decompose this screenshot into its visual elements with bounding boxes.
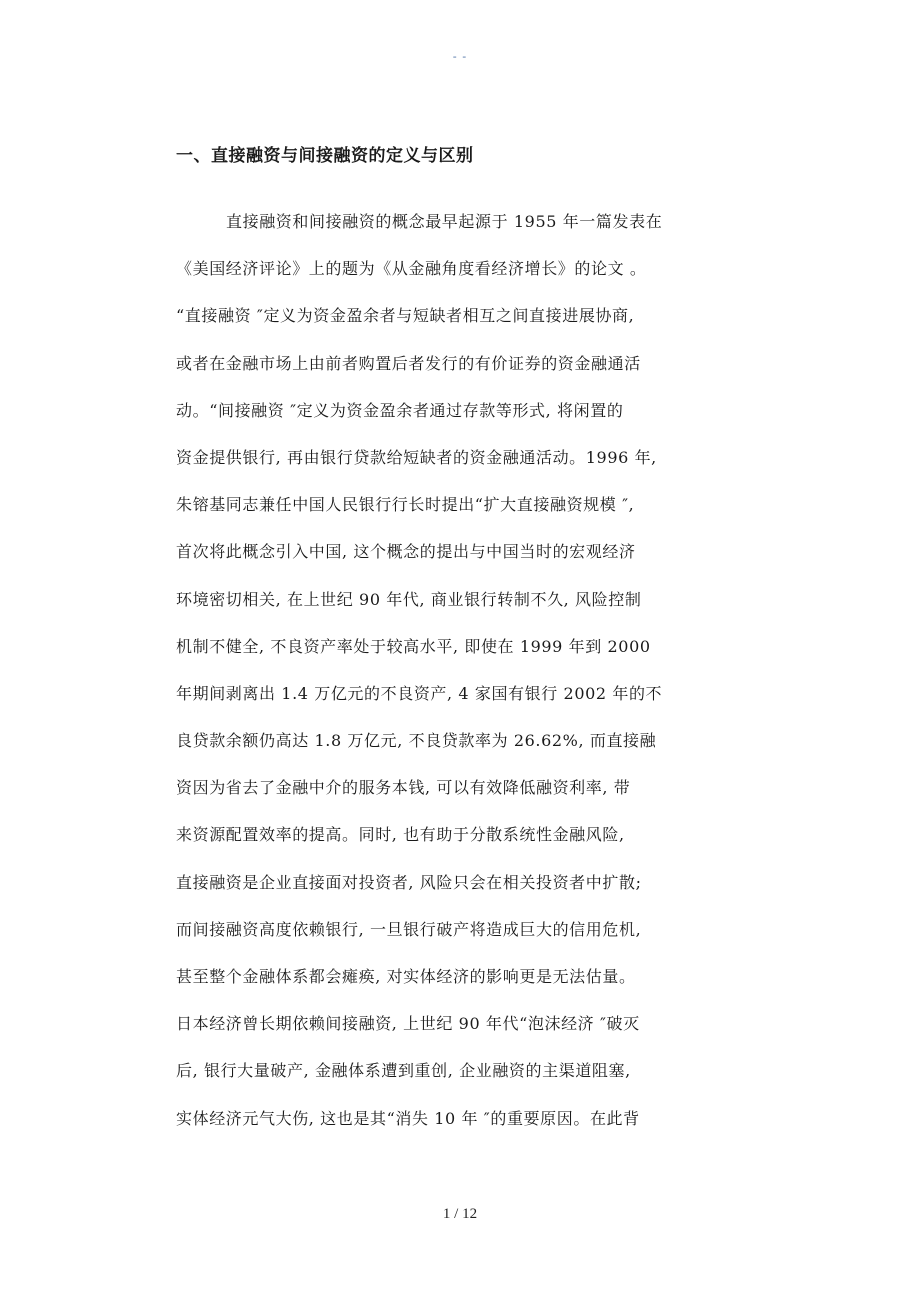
paragraph-line: 而间接融资高度依赖银行, 一旦银行破产将造成巨大的信用危机, <box>176 919 642 939</box>
paragraph-line: 机制不健全, 不良资产率处于较高水平, 即使在 1999 年到 2000 <box>176 636 651 656</box>
paragraph-line: 来资源配置效率的提高。同时, 也有助于分散系统性金融风险, <box>176 825 625 845</box>
body-paragraph <box>176 198 786 1142</box>
paragraph-line: 或者在金融市场上由前者购置后者发行的有价证券的资金融通活 <box>176 353 641 373</box>
paragraph-line: 《美国经济评论》上的题为《从金融角度看经济增长》的论文 。 <box>176 259 647 279</box>
paragraph-line: 年期间剥离出 1.4 万亿元的不良资产, 4 家国有银行 2002 年的不 <box>176 683 663 703</box>
paragraph-line: “直接融资 ″定义为资金盈余者与短缺者相互之间直接进展协商, <box>176 306 635 326</box>
paragraph-line: 直接融资是企业直接面对投资者, 风险只会在相关投资者中扩散; <box>176 872 642 892</box>
paragraph-line: 实体经济元气大伤, 这也是其“消失 10 年 ″的重要原因。在此背 <box>176 1108 640 1128</box>
paragraph-line: 后, 银行大量破产, 金融体系遭到重创, 企业融资的主渠道阻塞, <box>176 1061 631 1081</box>
paragraph-line: 良贷款余额仍高达 1.8 万亿元, 不良贷款率为 26.62%, 而直接融 <box>176 731 657 751</box>
paragraph-line: 资金提供银行, 再由银行贷款给短缺者的资金融通活动。1996 年, <box>176 447 657 467</box>
paragraph-line: 直接融资和间接融资的概念最早起源于 1955 年一篇发表在 <box>226 212 663 231</box>
section-heading: 一、直接融资与间接融资的定义与区别 <box>176 146 474 166</box>
paragraph-line: 甚至整个金融体系都会瘫痪, 对实体经济的影响更是无法估量。 <box>176 967 636 986</box>
paragraph-line: 资因为省去了金融中介的服务本钱, 可以有效降低融资利率, 带 <box>176 778 631 798</box>
paragraph-line: 动。“间接融资 ″定义为资金盈余者通过存款等形式, 将闲置的 <box>176 400 624 420</box>
paragraph-line: 朱镕基同志兼任中国人民银行行长时提出“扩大直接融资规模 ″, <box>176 495 635 515</box>
paragraph-line: 首次将此概念引入中国, 这个概念的提出与中国当时的宏观经济 <box>176 542 636 562</box>
page-header-mark: - - <box>452 50 468 63</box>
paragraph-line: 日本经济曾长期依赖间接融资, 上世纪 90 年代“泡沫经济 ″破灭 <box>176 1014 640 1034</box>
page-number: 1 / 12 <box>442 1206 478 1222</box>
paragraph-line: 环境密切相关, 在上世纪 90 年代, 商业银行转制不久, 风险控制 <box>176 589 642 609</box>
